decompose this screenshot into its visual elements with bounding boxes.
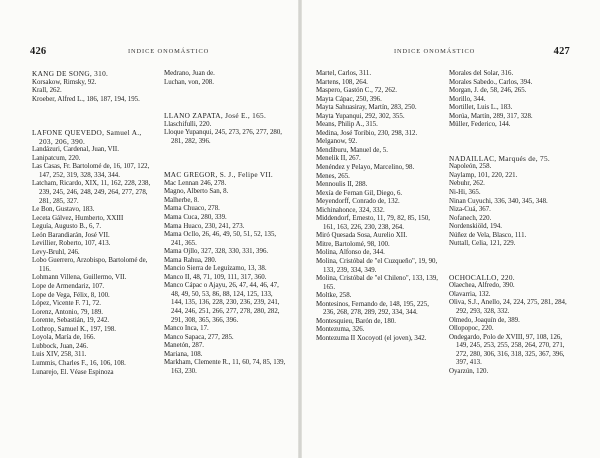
index-entry: Mitre, Bartolomé, 98, 100. <box>316 240 390 248</box>
index-entry: Manco Inca, 17. <box>164 325 209 333</box>
index-entry: Lope de Armendariz, 107. <box>32 283 105 291</box>
index-entry: Mama Huaco, 230, 241, 273. <box>164 222 245 230</box>
index-entry: Oliva, S.J., Anello, 24, 224, 275, 281, 284, 292, 293, 328, 332. <box>449 299 567 316</box>
left-page <box>0 0 298 458</box>
section-spacer <box>32 104 156 129</box>
index-entry: Las Casas, Fr. Bartolomé de, 16, 107, 122, 147, 252, 319, 328, 334, 344. <box>32 163 150 179</box>
index-entry: Lothrop, Samuel K., 197, 198. <box>32 325 117 333</box>
index-section-first-entry: MAC GREGOR, S. J., Felipe VII. <box>164 170 274 180</box>
index-entry: Lorente, Sebastián, 19, 242. <box>32 317 110 325</box>
index-entry: Manetón, 287. <box>164 342 204 350</box>
right-page <box>302 0 600 458</box>
index-entry: Menéndez y Pelayo, Marcelino, 98. <box>316 164 415 172</box>
index-entry: Means, Philip A., 315. <box>316 121 378 129</box>
index-section-first-entry: OCHOCALLO, 220. <box>449 272 515 282</box>
index-entry: Lanipatcum, 220. <box>32 154 81 162</box>
index-entry: Nordenskiöld, 194. <box>449 223 503 231</box>
index-entry: Malherbe, 8. <box>164 196 200 204</box>
index-entry: Morgan, J. de, 58, 246, 265. <box>449 87 527 95</box>
index-entry: Luchan, von, 208. <box>164 78 214 86</box>
index-entry: Mancio Sierra de Leguízamo, 13, 38. <box>164 265 267 273</box>
index-entry: Mama Ojllo, 327, 328, 330, 331, 396. <box>164 248 269 256</box>
index-entry: Loyola, María de, 166. <box>32 334 96 342</box>
index-entry: Mayta Sahuasiray, Martín, 283, 250. <box>316 104 417 112</box>
index-entry: Molina, Cristóbal de "el Cuzqueño", 19, 90, 133, 239, 334, 349. <box>316 258 438 274</box>
index-entry: Korsakow, Rimsky, 92. <box>32 78 97 86</box>
index-entry: Ondegardo, Polo de XVIII, 97, 108, 126, 149, 245, 253, 255, 258, 264, 270, 271, 272, 280, 306, 316, 318, 325, 367, 396, 397, 413. <box>449 333 565 367</box>
index-entry: Levillier, Roberto, 107, 413. <box>32 240 111 248</box>
index-entry: Lohmann Villena, Guillermo, VII. <box>32 274 127 282</box>
index-entry: Menelik II, 267. <box>316 155 361 163</box>
index-column <box>32 70 156 377</box>
index-entry: Montesinos, Fernando de, 148, 195, 225, 236, 268, 278, 289, 292, 334, 344. <box>316 300 429 317</box>
index-entry: Montesquieu, Barón de, 180. <box>316 317 396 325</box>
section-spacer <box>164 146 286 171</box>
index-entry: Olmedo, Joaquín de, 389. <box>449 316 520 324</box>
index-entry: Morillo, 344. <box>449 95 486 103</box>
running-title: INDICE ONOMÁSTICO <box>394 48 476 55</box>
index-entry: Morúa, Martín, 289, 317, 328. <box>449 112 533 120</box>
index-entry: Montezuma II Xocoyotl (el joven), 342. <box>316 334 427 342</box>
running-head <box>302 46 600 60</box>
index-entry: Olavarria, 132. <box>449 290 491 298</box>
index-entry: Levy-Bruhl, 246. <box>32 248 80 256</box>
index-entry: Nebuhr, 262. <box>449 180 485 188</box>
index-entry: Mortillet, Luis L., 183. <box>449 104 513 112</box>
index-entry: Krall, 262. <box>32 87 62 95</box>
index-entry: Landázuri, Cardenal, Juan, VII. <box>32 146 119 154</box>
index-entry: López, Vicente F. 71, 72. <box>32 300 101 308</box>
index-column <box>164 70 286 376</box>
section-spacer <box>449 249 575 274</box>
index-entry: Luis XIV, 258, 311. <box>32 351 87 359</box>
index-entry: Markham, Clemente R., 11, 60, 74, 85, 139, 163, 230. <box>164 359 286 375</box>
index-entry: Melganow, 92. <box>316 138 358 146</box>
index-entry: Molina, Alfonso de, 344. <box>316 249 385 257</box>
index-entry: Lubbock, Juan, 246. <box>32 342 89 350</box>
index-entry: Le Bon, Gustavo, 183. <box>32 206 95 214</box>
index-entry: Moltke, 258. <box>316 292 352 300</box>
index-entry: Manco Sapaca, 277, 285. <box>164 333 234 341</box>
index-column <box>316 70 440 344</box>
index-entry: Mexía de Fernan Gil, Diego, 6. <box>316 189 403 197</box>
index-entry: Lorenz, Antonio, 79, 189. <box>32 308 104 316</box>
index-entry: Latcham, Ricardo, XIX, 11, 162, 228, 238, 239, 245, 246, 248, 249, 264, 277, 278, 281, 285, 327. <box>32 180 151 205</box>
index-entry: Núñez de Vela, Blasco, 111. <box>449 231 527 239</box>
index-entry: Molina, Cristóbal de "el Chileno", 133, 139, 165. <box>316 275 438 291</box>
index-entry: Ninan Cuyuchi, 336, 340, 345, 348. <box>449 197 548 205</box>
index-entry: Nuttall, Celia, 121, 229. <box>449 240 516 248</box>
index-entry: Mendiburu, Manuel de, 5. <box>316 146 388 154</box>
page-number: 427 <box>553 46 570 57</box>
index-entry: Olaechea, Alfredo, 390. <box>449 282 515 290</box>
index-entry: Lobo Guerrero, Arzobispo, Bartolomé de, 116. <box>32 257 148 273</box>
index-entry: Lummis, Charles F., 16, 106, 108. <box>32 359 126 367</box>
index-entry: Menes, 265. <box>316 172 350 180</box>
index-section-first-entry: LLANO ZAPATA, José E., 165. <box>164 111 267 121</box>
index-entry: Morales del Solar, 316. <box>449 70 514 77</box>
index-entry: Napoleón, 258. <box>449 163 492 171</box>
index-entry: Mennoulis II, 288. <box>316 181 368 189</box>
running-head <box>0 46 298 60</box>
index-section-first-entry: KANG DE SONG, 310. <box>32 69 109 78</box>
index-entry: Maspero, Gastón C., 72, 262. <box>316 87 397 95</box>
index-entry: Manco II, 48, 71, 109, 111, 317, 360. <box>164 273 267 281</box>
index-entry: Ni-Hi, 365. <box>449 189 481 197</box>
index-section-first-entry: LAFONE QUEVEDO, Samuel A., 203, 206, 390. <box>32 128 142 146</box>
index-entry: León Barandiarán, José VII. <box>32 231 110 239</box>
index-entry: Leceta Gálvez, Humberto, XXIII <box>32 214 124 222</box>
section-spacer <box>164 87 286 112</box>
index-entry: Kroeber, Alfred L., 186, 187, 194, 195. <box>32 95 140 103</box>
index-entry: Mariana, 108. <box>164 350 203 358</box>
index-entry: Ollopopoc, 220. <box>449 325 494 333</box>
index-entry: Montezuma, 326. <box>316 326 365 334</box>
index-entry: Lunarejo, El. Véase Espinoza <box>32 368 114 376</box>
index-entry: Leguía, Augusto B., 6, 7. <box>32 223 102 231</box>
index-entry: Lope de Vega, Félix, 8, 100. <box>32 291 110 299</box>
section-spacer <box>449 130 575 155</box>
index-entry: Müller, Federico, 144. <box>449 121 511 129</box>
index-entry: Michinahonce, 324, 332. <box>316 206 385 214</box>
index-entry: Medina, José Toribio, 230, 298, 312. <box>316 129 418 137</box>
index-entry: Middendorf, Ernesto, 11, 79, 82, 85, 150, 161, 163, 226, 230, 238, 264. <box>316 215 431 231</box>
index-entry: Llaschifulli, 220. <box>164 120 212 128</box>
index-entry: Mama Ocllo, 26, 46, 49, 50, 51, 52, 135, 241, 365. <box>164 231 277 247</box>
index-entry: Mama Rahua, 280. <box>164 256 217 264</box>
index-entry: Manco Cápac o Ajayu, 26, 47, 44, 46, 47, 48, 49, 50, 53, 86, 88, 124, 125, 133, 144, 135, 136, 228, 230, 236, 239, 241, 244, 246, 251, 266, 277, 278, 280, 282, 291, 308, 365, 366, 396. <box>164 282 280 324</box>
index-entry: Mayta Yupanqui, 292, 302, 355. <box>316 112 405 120</box>
index-entry: Mayta Cápac, 250, 396. <box>316 95 382 103</box>
index-entry: Naylamp, 101, 220, 221. <box>449 171 518 179</box>
index-entry: Nofanech, 220. <box>449 214 492 222</box>
index-column <box>449 70 575 376</box>
index-entry: Miró Quesada Sosa, Aurelio XII. <box>316 232 408 240</box>
running-title: INDICE ONOMÁSTICO <box>128 48 210 55</box>
index-entry: Lloque Yupanqui, 245, 273, 276, 277, 280, 281, 282, 396. <box>164 129 283 145</box>
index-entry: Martens, 108, 264. <box>316 78 368 86</box>
index-section-first-entry: NADAILLAC, Marqués de, 75. <box>449 153 551 163</box>
index-entry: Niza-Cuá, 367. <box>449 206 491 214</box>
index-entry: Meyendorff, Conrado de, 132. <box>316 198 400 206</box>
index-entry: Mama Chuaco, 278. <box>164 205 220 213</box>
index-entry: Oyarzún, 120. <box>449 367 489 375</box>
index-entry: Medrano, Juan de. <box>164 70 215 77</box>
index-entry: Magno, Alberto San, 8. <box>164 188 229 196</box>
index-entry: Morales Sabedo., Carlos, 394. <box>449 78 533 86</box>
index-entry: Mama Cuca, 280, 339. <box>164 214 227 222</box>
index-entry: Martel, Carlos, 311. <box>316 70 372 77</box>
index-entry: Mac Lennan 246, 278. <box>164 179 227 187</box>
page-number: 426 <box>30 46 47 57</box>
